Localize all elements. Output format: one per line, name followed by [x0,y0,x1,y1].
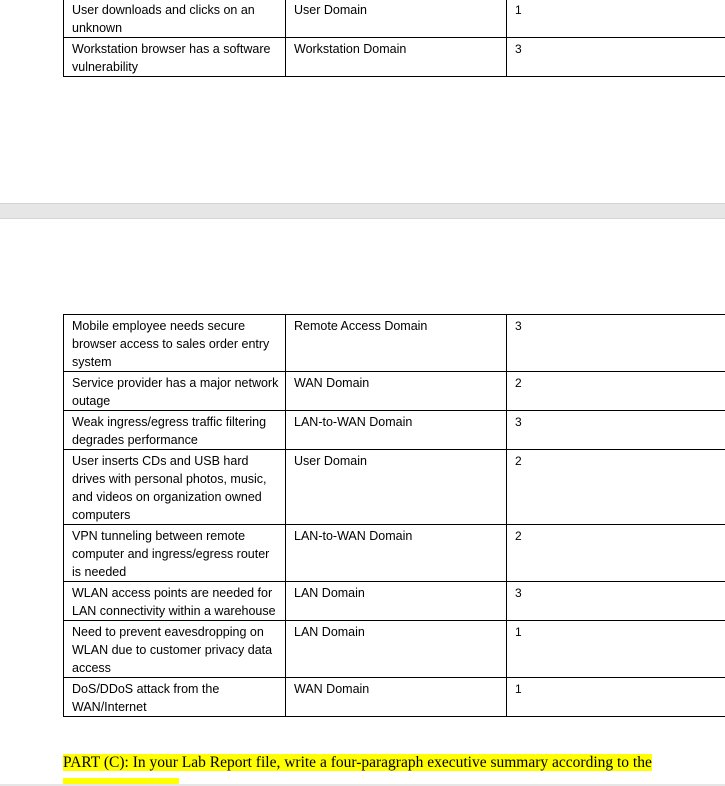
risk-cell[interactable]: User downloads and clicks on an unknown [64,0,286,38]
impact-value: 3 [515,586,522,600]
table-row [64,315,725,372]
impact-cell[interactable] [507,450,725,525]
impact-cell[interactable] [507,315,725,372]
impact-cell[interactable] [507,621,725,678]
table-row [64,525,725,582]
impact-cell[interactable] [507,0,725,38]
table-row [64,372,725,411]
risk-cell[interactable]: Weak ingress/egress traffic filtering degrades performance [64,411,286,450]
risk-cell[interactable]: VPN tunneling between remote computer and ingress/egress router is needed [64,525,286,582]
risk-cell[interactable]: DoS/DDoS attack from the WAN/Internet [64,678,286,717]
domain-cell[interactable]: LAN Domain [286,582,507,621]
impact-value: 3 [515,319,522,333]
risk-cell[interactable]: Need to prevent eavesdropping on WLAN due to customer privacy data access [64,621,286,678]
impact-cell[interactable] [507,372,725,411]
domain-cell[interactable]: LAN-to-WAN Domain [286,411,507,450]
impact-value: 1 [515,682,522,696]
impact-value: 2 [515,529,522,543]
risk-table-top [63,0,725,77]
impact-cell[interactable] [507,678,725,717]
risk-cell[interactable]: User inserts CDs and USB hard drives with personal photos, music, and videos on organization owned computers [64,450,286,525]
impact-cell[interactable] [507,38,725,77]
table-row [64,621,725,678]
impact-value: 1 [515,3,522,17]
domain-cell[interactable]: WAN Domain [286,678,507,717]
domain-cell[interactable]: Workstation Domain [286,38,507,77]
document-page-1 [0,0,725,203]
domain-cell[interactable]: Remote Access Domain [286,315,507,372]
impact-cell[interactable] [507,582,725,621]
risk-cell[interactable]: Mobile employee needs secure browser access to sales order entry system [64,315,286,372]
impact-value: 2 [515,454,522,468]
impact-value: 3 [515,415,522,429]
impact-value: 1 [515,625,522,639]
table-row [64,38,725,77]
impact-cell[interactable] [507,525,725,582]
domain-cell[interactable]: User Domain [286,0,507,38]
part-c-heading[interactable] [63,752,652,774]
risk-cell[interactable]: Workstation browser has a software vulnerability [64,38,286,77]
domain-cell[interactable]: User Domain [286,450,507,525]
risk-cell[interactable]: WLAN access points are needed for LAN connectivity within a warehouse [64,582,286,621]
domain-cell[interactable]: LAN-to-WAN Domain [286,525,507,582]
risk-table-bottom [63,314,725,717]
table-row [64,411,725,450]
table-row [64,582,725,621]
risk-cell[interactable]: Service provider has a major network outage [64,372,286,411]
impact-value: 3 [515,42,522,56]
impact-value: 2 [515,376,522,390]
domain-cell[interactable]: WAN Domain [286,372,507,411]
part-c-text: PART (C): In your Lab Report file, write a four-paragraph executive summary according to the [63,754,652,771]
impact-cell[interactable] [507,411,725,450]
table-row [64,678,725,717]
domain-cell[interactable]: LAN Domain [286,621,507,678]
document-page-2 [0,219,725,786]
table-row [64,450,725,525]
table-row [64,0,725,38]
page-break-gap [0,203,725,219]
